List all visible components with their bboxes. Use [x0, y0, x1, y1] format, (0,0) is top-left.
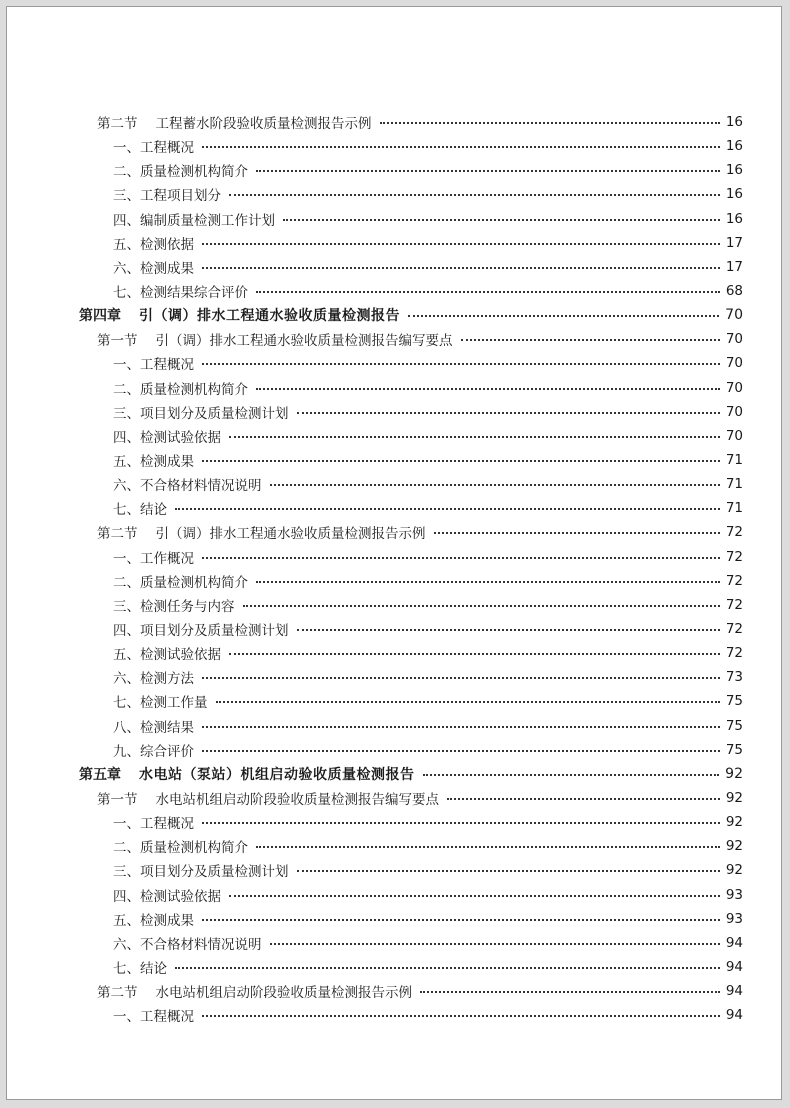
- dot-leader: [202, 267, 720, 269]
- toc-page-number: 92: [725, 838, 743, 855]
- toc-section-number: 第一节: [97, 333, 138, 350]
- dot-leader: [256, 581, 720, 583]
- toc-item-row[interactable]: [7, 472, 783, 496]
- toc-section-row[interactable]: [7, 786, 783, 810]
- toc-section-number: 第二节: [97, 985, 138, 1002]
- toc-item-row[interactable]: [7, 231, 783, 255]
- toc-page-number: 16: [725, 138, 743, 155]
- toc-page-number: 16: [725, 114, 743, 131]
- dot-leader: [270, 943, 720, 945]
- toc-entry-title: 二、质量检测机构简介: [113, 574, 248, 591]
- toc-entry-title: 水电站机组启动阶段验收质量检测报告示例: [155, 985, 412, 1002]
- dot-leader: [256, 170, 720, 172]
- toc-item-row[interactable]: [7, 907, 783, 931]
- toc-entry-title: 七、结论: [113, 960, 167, 977]
- toc-section-row[interactable]: [7, 327, 783, 351]
- toc-entry-title: 一、工程概况: [113, 1009, 194, 1026]
- dot-leader: [202, 460, 720, 462]
- toc-page-number: 70: [725, 403, 743, 420]
- toc-entry-title: 七、检测工作量: [113, 695, 208, 712]
- dot-leader: [447, 798, 720, 800]
- toc-entry-title: 水电站（泵站）机组启动验收质量检测报告: [139, 766, 415, 783]
- toc-entry-title: 引（调）排水工程通水验收质量检测报告编写要点: [155, 333, 453, 350]
- toc-item-row[interactable]: [7, 834, 783, 858]
- toc-page-number: 93: [725, 910, 743, 927]
- toc-entry-title: 五、检测成果: [113, 454, 194, 471]
- toc-page-number: 70: [725, 331, 743, 348]
- toc-page-number: 17: [725, 234, 743, 251]
- toc-chapter-row[interactable]: [7, 303, 783, 327]
- dot-leader: [202, 557, 720, 559]
- toc-entry-title: 三、检测任务与内容: [113, 598, 235, 615]
- toc-section-row[interactable]: [7, 520, 783, 544]
- toc-chapter-number: 第五章: [79, 766, 121, 783]
- dot-leader: [297, 412, 720, 414]
- toc-page-number: 70: [725, 379, 743, 396]
- toc-item-row[interactable]: [7, 255, 783, 279]
- toc-entry-title: 六、不合格材料情况说明: [113, 478, 262, 495]
- dot-leader: [461, 339, 720, 341]
- toc-page-number: 72: [725, 572, 743, 589]
- toc-page-number: 70: [725, 307, 743, 324]
- toc-page-number: 94: [725, 1007, 743, 1024]
- dot-leader: [380, 122, 720, 124]
- toc-page-number: 16: [725, 186, 743, 203]
- toc-entry-title: 四、检测试验依据: [113, 429, 221, 446]
- toc-page-number: 70: [725, 427, 743, 444]
- dot-leader: [202, 726, 720, 728]
- toc-item-row[interactable]: [7, 400, 783, 424]
- toc-item-row[interactable]: [7, 931, 783, 955]
- dot-leader: [202, 1015, 720, 1017]
- toc-entry-title: 六、不合格材料情况说明: [113, 936, 262, 953]
- toc-item-row[interactable]: [7, 593, 783, 617]
- dot-leader: [270, 484, 720, 486]
- dot-leader: [434, 532, 720, 534]
- toc-item-row[interactable]: [7, 617, 783, 641]
- dot-leader: [202, 363, 720, 365]
- toc-entry-title: 六、检测方法: [113, 671, 194, 688]
- toc-entry-title: 工程蓄水阶段验收质量检测报告示例: [155, 116, 372, 133]
- dot-leader: [243, 605, 720, 607]
- toc-entry-title: 一、工程概况: [113, 816, 194, 833]
- dot-leader: [229, 436, 720, 438]
- dot-leader: [283, 219, 720, 221]
- toc-entry-title: 八、检测结果: [113, 719, 194, 736]
- toc-page-number: 72: [725, 645, 743, 662]
- toc-section-row[interactable]: [7, 979, 783, 1003]
- toc-page-number: 92: [725, 790, 743, 806]
- dot-leader: [256, 291, 720, 293]
- toc-item-row[interactable]: [7, 158, 783, 182]
- toc-entry-title: 四、检测试验依据: [113, 888, 221, 905]
- dot-leader: [229, 895, 720, 897]
- dot-leader: [175, 508, 720, 510]
- toc-entry-title: 引（调）排水工程通水验收质量检测报告: [139, 308, 400, 325]
- toc-item-row[interactable]: [7, 448, 783, 472]
- toc-section-number: 第二节: [97, 526, 138, 543]
- dot-leader: [408, 315, 719, 317]
- toc-entry-title: 水电站机组启动阶段验收质量检测报告编写要点: [155, 792, 439, 808]
- toc-entry-title: 九、综合评价: [113, 743, 194, 760]
- toc-item-row[interactable]: [7, 689, 783, 713]
- toc-entry-title: 三、项目划分及质量检测计划: [113, 405, 289, 422]
- dot-leader: [216, 701, 720, 703]
- toc-item-row[interactable]: [7, 955, 783, 979]
- toc-item-row[interactable]: [7, 641, 783, 665]
- toc-item-row[interactable]: [7, 207, 783, 231]
- dot-leader: [202, 822, 720, 824]
- toc-page-number: 93: [725, 886, 743, 903]
- toc-page-number: 72: [725, 596, 743, 613]
- toc-page-number: 92: [725, 765, 743, 782]
- table-of-contents: [7, 110, 783, 1027]
- toc-entry-title: 一、工程概况: [113, 357, 194, 374]
- dot-leader: [297, 870, 720, 872]
- toc-entry-title: 七、结论: [113, 502, 167, 519]
- dot-leader: [202, 750, 720, 752]
- toc-entry-title: 四、编制质量检测工作计划: [113, 212, 275, 229]
- toc-section-number: 第二节: [97, 116, 138, 133]
- toc-item-row[interactable]: [7, 134, 783, 158]
- dot-leader: [256, 846, 720, 848]
- toc-item-row[interactable]: [7, 738, 783, 762]
- toc-entry-title: 引（调）排水工程通水验收质量检测报告示例: [155, 526, 426, 543]
- toc-page-number: 92: [725, 862, 743, 879]
- toc-item-row[interactable]: [7, 496, 783, 520]
- toc-page-number: 94: [725, 934, 743, 951]
- dot-leader: [229, 194, 720, 196]
- toc-page-number: 75: [725, 693, 743, 710]
- toc-section-number: 第一节: [97, 792, 138, 808]
- toc-page-number: 75: [725, 717, 743, 734]
- toc-item-row[interactable]: [7, 376, 783, 400]
- toc-section-row[interactable]: [7, 110, 783, 134]
- toc-entry-title: 二、质量检测机构简介: [113, 840, 248, 857]
- toc-item-row[interactable]: [7, 883, 783, 907]
- toc-page-number: 73: [725, 669, 743, 686]
- toc-item-row[interactable]: [7, 424, 783, 448]
- dot-leader: [229, 653, 720, 655]
- toc-page-number: 71: [725, 452, 743, 469]
- toc-entry-title: 三、项目划分及质量检测计划: [113, 864, 289, 881]
- toc-item-row[interactable]: [7, 665, 783, 689]
- dot-leader: [202, 677, 720, 679]
- toc-entry-title: 五、检测成果: [113, 912, 194, 929]
- toc-entry-title: 五、检测依据: [113, 236, 194, 253]
- toc-chapter-row[interactable]: [7, 762, 783, 786]
- toc-page-number: 68: [725, 283, 743, 300]
- toc-item-row[interactable]: [7, 545, 783, 569]
- toc-item-row[interactable]: [7, 1003, 783, 1027]
- toc-page-number: 72: [725, 621, 743, 638]
- toc-page-number: 16: [725, 162, 743, 179]
- toc-entry-title: 二、质量检测机构简介: [113, 381, 248, 398]
- toc-chapter-number: 第四章: [79, 308, 121, 325]
- dot-leader: [423, 774, 720, 776]
- dot-leader: [175, 967, 720, 969]
- toc-page-number: 92: [725, 814, 743, 831]
- toc-entry-title: 二、质量检测机构简介: [113, 164, 248, 181]
- toc-page-number: 17: [725, 258, 743, 275]
- toc-page-number: 70: [725, 355, 743, 372]
- toc-item-row[interactable]: [7, 569, 783, 593]
- toc-entry-title: 三、工程项目划分: [113, 188, 221, 205]
- toc-entry-title: 四、项目划分及质量检测计划: [113, 623, 289, 640]
- toc-entry-title: 一、工作概况: [113, 550, 194, 567]
- dot-leader: [420, 991, 720, 993]
- toc-item-row[interactable]: [7, 182, 783, 206]
- dot-leader: [297, 629, 720, 631]
- toc-page-number: 71: [725, 500, 743, 517]
- toc-item-row[interactable]: [7, 279, 783, 303]
- toc-item-row[interactable]: [7, 810, 783, 834]
- dot-leader: [202, 146, 720, 148]
- toc-page-number: 72: [725, 548, 743, 565]
- toc-page-number: 72: [725, 524, 743, 541]
- toc-entry-title: 五、检测试验依据: [113, 647, 221, 664]
- toc-page-number: 75: [725, 741, 743, 758]
- toc-entry-title: 七、检测结果综合评价: [113, 285, 248, 302]
- dot-leader: [256, 388, 720, 390]
- toc-page-number: 94: [725, 983, 743, 1000]
- dot-leader: [202, 243, 720, 245]
- toc-entry-title: 六、检测成果: [113, 260, 194, 277]
- toc-page-number: 71: [725, 476, 743, 493]
- toc-page-number: 94: [725, 958, 743, 975]
- toc-item-row[interactable]: [7, 351, 783, 375]
- document-page: [6, 6, 782, 1100]
- toc-item-row[interactable]: [7, 858, 783, 882]
- toc-entry-title: 一、工程概况: [113, 140, 194, 157]
- toc-page-number: 16: [725, 210, 743, 227]
- toc-item-row[interactable]: [7, 714, 783, 738]
- dot-leader: [202, 919, 720, 921]
